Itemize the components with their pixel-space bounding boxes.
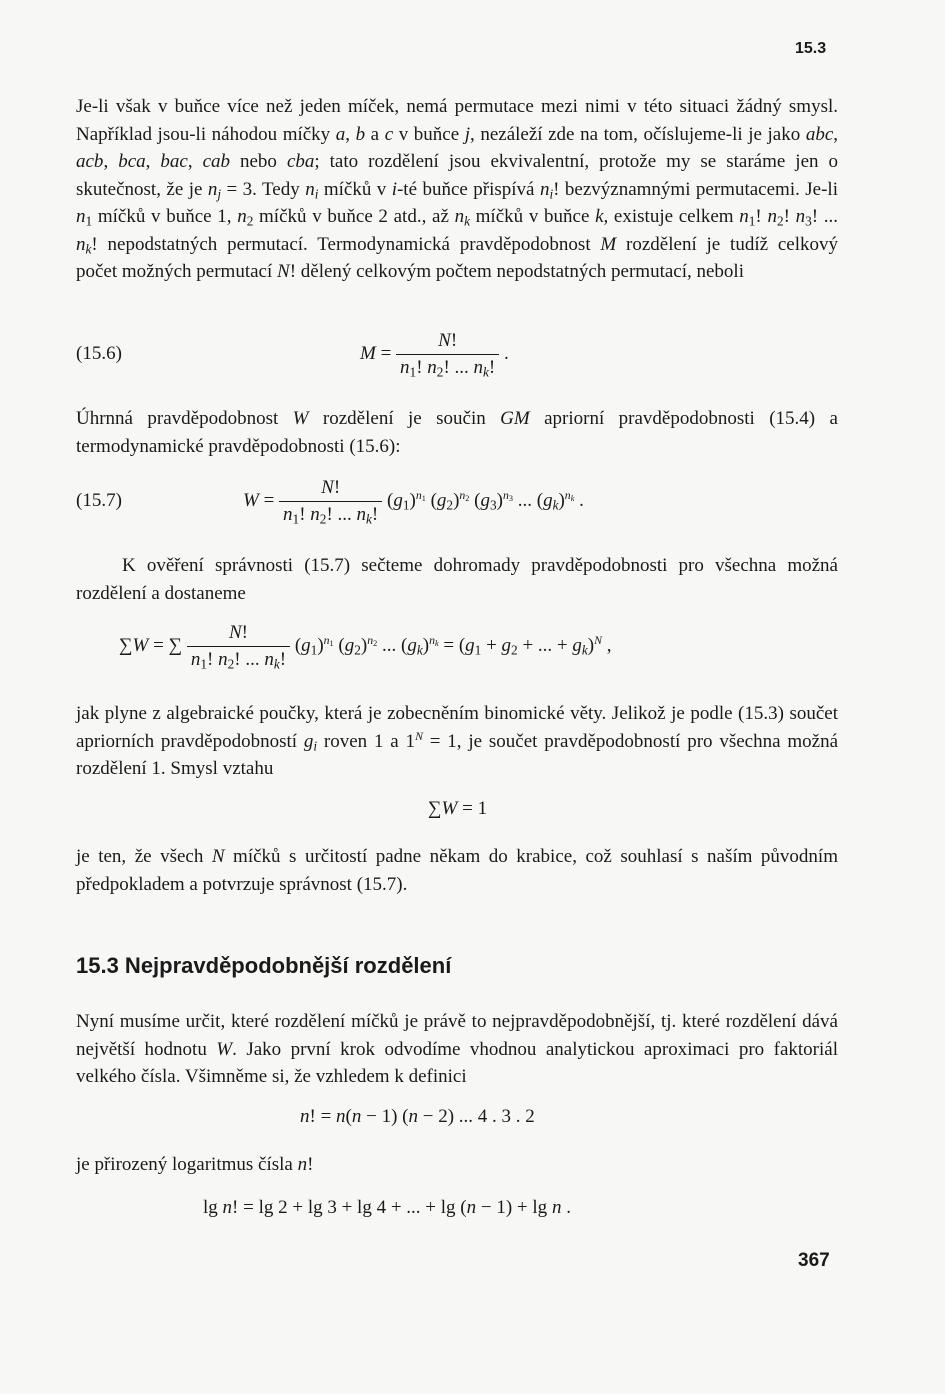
equation-sum-w-equals-one: ∑W = 1 (428, 798, 488, 819)
fraction (279, 477, 382, 526)
fraction-numerator: N! (279, 477, 382, 502)
fraction-denominator: $n_1$! $n_2$! ... $n_k$! (190, 649, 287, 672)
fraction-numerator: N! (187, 622, 290, 647)
equation-lg-factorial: lg n! = lg 2 + lg 3 + lg 4 + ... + lg (n − 1) + lg n . (203, 1197, 571, 1218)
fraction-numerator: N! (396, 330, 499, 355)
equation-lhs: ∑W = ∑ (119, 634, 183, 656)
equation-tail: $(g_1)^{n_1}$ $(g_2)^{n_2}$ $(g_3)^{n_3}$ ... $(g_k)^{n_k}$ . (387, 488, 584, 513)
equation-15-7 (243, 477, 584, 526)
paragraph-total-probability: Úhrnná pravděpodobnost W rozdělení je součin GM apriorní pravděpodobnosti (15.4) a termodynamické pravděpodobnosti (15.6): (76, 408, 838, 457)
paragraph-permutations: Je-li však v buňce více než jeden míček, nemá permutace mezi nimi v této situaci žádný smysl. Například jsou-li náhodou míčky a, b a c v buňce j, nezáleží zde na tom, očíslujeme-li je jako abc, acb, bca, bac, cab nebo cba; tato rozdělení jsou ekvivalentní, protože my se staráme jen o skutečnost, že je $n_j = 3$. Tedy $n_i$ míčků v i-té buňce přispívá $n_i$! bezvýznamnými permutacemi. Je-li $n_1$ míčků v buňce 1, $n_2$ míčků v buňce 2 atd., až $n_k$ míčků v buňce k, existuje celkem $n_1$! $n_2$! $n_3$! ... $n_k$! nepodstatných permutací. Termodynamická pravděpodobnost M rozdělení je tudíž celkový počet možných permutací N! dělený celkovým počtem nepodstatných permutací, neboli (76, 96, 839, 282)
equation-sum-w (119, 622, 611, 671)
equation-lhs: M = (360, 342, 392, 364)
equation-15-6 (360, 330, 509, 379)
equation-factorial-definition: n! = n(n − 1) (n − 2) ... 4 . 3 . 2 (300, 1106, 535, 1127)
fraction-denominator: $n_1$! $n_2$! ... $n_k$! (283, 504, 379, 527)
paragraph-most-probable: Nyní musíme určit, které rozdělení míčků je právě to nejpravděpodobnější, tj. které rozdělení dává největší hodnotu W. Jako první krok odvodíme vhodnou analytickou aproximaci pro faktoriál velkého čísla. Všimněme si, že vzhledem k definici (76, 1011, 838, 1087)
section-heading: 15.3 Nejpravděpodobnější rozdělení (76, 953, 452, 978)
fraction (187, 622, 290, 671)
page-number: 367 (798, 1250, 830, 1271)
fraction-denominator: $n_1$! $n_2$! ... $n_k$! (400, 357, 496, 380)
paragraph-verification: K ověření správnosti (15.7) sečteme dohromady pravděpodobnosti pro všechna možná rozdělení a dostaneme (76, 555, 838, 604)
running-header-section-number: 15.3 (795, 40, 827, 57)
equation-lhs: W = (243, 489, 275, 511)
paragraph-meaning: je ten, že všech N míčků s určitostí padne někam do krabice, což souhlasí s naším původním předpokladem a potvrzuje správnost (15.7). (76, 846, 838, 895)
paragraph-logarithm: je přirozený logaritmus čísla n! (76, 1154, 314, 1175)
equation-label-15-7: (15.7) (76, 490, 122, 511)
equation-tail: $(g_1)^{n_1}$ $(g_2)^{n_2}$ ... $(g_k)^{n_k} = (g_1 + g_2$ + ... + $g_k)^N$ , (294, 633, 612, 658)
equation-label-15-6: (15.6) (76, 343, 122, 364)
equation-tail: . (504, 342, 509, 364)
paragraph-binomial: jak plyne z algebraické poučky, která je zobecněním binomické věty. Jelikož je podle (15.3) součet apriorních pravděpodobností $g_i$ roven 1 a $1^N = 1$, je součet pravděpodobností pro všechna možná rozdělení 1. Smysl vztahu (76, 703, 839, 779)
fraction (396, 330, 499, 379)
